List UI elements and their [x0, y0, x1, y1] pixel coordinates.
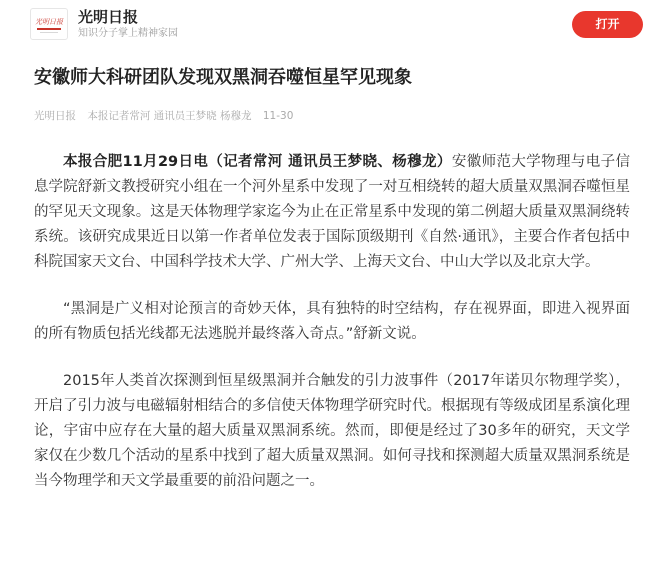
- article-title: 安徽师大科研团队发现双黑洞吞噬恒星罕见现象: [34, 67, 412, 88]
- article-meta: [34, 109, 293, 123]
- article-paragraph: [34, 297, 630, 347]
- open-app-button[interactable]: 打开: [572, 11, 643, 38]
- app-tagline: 知识分子掌上精神家园: [78, 28, 178, 39]
- paragraph-lead: 本报合肥11月29日电（记者常河 通讯员王梦晓、杨穆龙）: [63, 154, 452, 170]
- article-paragraph: [34, 150, 630, 275]
- paragraph-text: 安徽师范大学物理与电子信息学院舒新文教授研究小组在一个河外星系中发现了一对互相绕转的超大质量双黑洞吞噬恒星的罕见天文现象。这是天体物理学家迄今为止在正常星系中发现的第二例超大质量双黑洞绕转系统。该研究成果近日以第一作者单位发表于国际顶级期刊《自然·通讯》，主要合作者包括中科院国家天文台、中国科学技术大学、广州大学、上海天文台、中山大学以及北京大学。: [34, 154, 631, 270]
- app-banner: [0, 0, 664, 48]
- article-authors: 本报记者常河 通讯员王梦晓 杨穆龙: [87, 110, 252, 122]
- article-paragraph: [34, 369, 630, 494]
- newspaper-logo-icon: [31, 9, 67, 39]
- paragraph-text: 2015年人类首次探测到恒星级黑洞并合触发的引力波事件（2017年诺贝尔物理学奖），开启了引力波与电磁辐射相结合的多信使天体物理学研究时代。根据现有等级成团星系演化理论，宇宙中应存在大量的超大质量双黑洞系统。然而，即便是经过了30多年的研究，天文学家仅在少数几个活动的星系中找到了超大质量双黑洞。如何寻找和探测超大质量双黑洞系统是当今物理学和天文学最重要的前沿问题之一。: [34, 373, 630, 489]
- article-source: 光明日报: [34, 110, 76, 122]
- svg-text:光明日报: 光明日报: [35, 18, 63, 26]
- paragraph-text: “黑洞是广义相对论预言的奇妙天体，具有独特的时空结构，存在视界面，即进入视界面的所有物质包括光线都无法逃脱并最终落入奇点。”舒新文说。: [34, 301, 630, 342]
- article-date: 11-30: [262, 110, 294, 122]
- app-name: 光明日报: [78, 8, 139, 26]
- article-body: [34, 150, 630, 516]
- app-logo: [30, 8, 68, 40]
